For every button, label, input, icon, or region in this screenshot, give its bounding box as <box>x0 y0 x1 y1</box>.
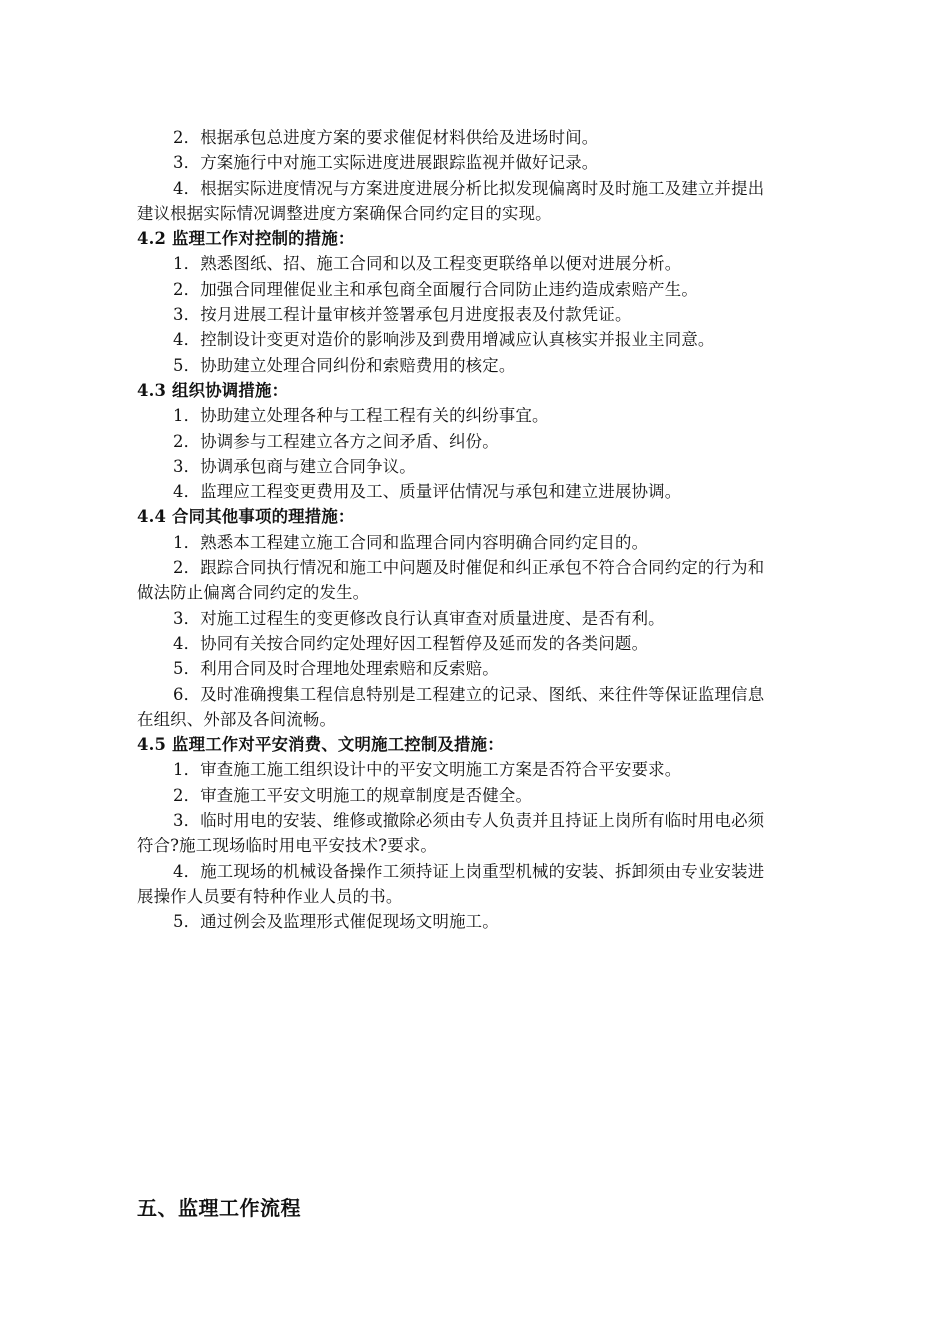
list-item: 2．根据承包总进度方案的要求催促材料供给及进场时间。 <box>173 128 599 147</box>
list-item: 3．按月进展工程计量审核并签署承包月进度报表及付款凭证。 <box>173 305 632 325</box>
list-item: 3．方案施行中对施工实际进度进展跟踪监视并做好记录。 <box>173 153 599 173</box>
list-item: 2．加强合同理催促业主和承包商全面履行合同防止违约造成索赔产生。 <box>173 279 698 299</box>
body-text <box>137 125 857 935</box>
list-item: 4．协同有关按合同约定处理好因工程暂停及延而发的各类问题。 <box>173 633 649 653</box>
list-item: 3．临时用电的安装、维修或撤除必须由专人负责并且持证上岗所有临时用电必须 <box>173 811 765 831</box>
list-item: 2．审查施工平安文明施工的规章制度是否健全。 <box>173 785 533 805</box>
list-item: 5．利用合同及时合理地处理索赔和反索赔。 <box>173 659 499 679</box>
list-item: 4．监理应工程变更费用及工、质量评估情况与承包和建立进展协调。 <box>173 482 682 502</box>
list-item-continuation: 做法防止偏离合同约定的发生。 <box>137 583 370 603</box>
list-item-continuation: 展操作人员要有特种作业人员的书。 <box>137 886 403 906</box>
list-item-continuation: 在组织、外部及各间流畅。 <box>137 709 337 729</box>
list-item-continuation: 符合?施工现场临时用电平安技术?要求。 <box>137 836 438 856</box>
section-title-5: 五、监理工作流程 <box>137 1196 301 1220</box>
list-item: 4．施工现场的机械设备操作工须持证上岗重型机械的安装、拆卸须由专业安装进 <box>173 861 765 881</box>
list-item: 2．跟踪合同执行情况和施工中问题及时催促和纠正承包不符合合同约定的行为和 <box>173 558 765 578</box>
list-item-continuation: 建议根据实际情况调整进度方案确保合同约定目的实现。 <box>137 203 552 223</box>
list-item: 6．及时准确搜集工程信息特别是工程建立的记录、图纸、来往件等保证监理信息 <box>173 684 765 704</box>
section-heading-4-2: 4.2 监理工作对控制的措施： <box>137 229 355 249</box>
list-item: 4．控制设计变更对造价的影响涉及到费用增减应认真核实并报业主同意。 <box>173 330 715 350</box>
list-item: 3．对施工过程生的变更修改良行认真审查对质量进度、是否有利。 <box>173 608 665 628</box>
list-item: 1．协助建立处理各种与工程工程有关的纠纷事宜。 <box>173 406 549 426</box>
list-item: 1．熟悉本工程建立施工合同和监理合同内容明确合同约定目的。 <box>173 532 649 552</box>
list-item: 2．协调参与工程建立各方之间矛盾、纠份。 <box>173 431 499 451</box>
section-heading-4-3: 4.3 组织协调措施： <box>137 380 289 400</box>
list-item: 3．协调承包商与建立合同争议。 <box>173 456 416 476</box>
list-item: 1．熟悉图纸、招、施工合同和以及工程变更联络单以便对进展分析。 <box>173 254 682 274</box>
section-heading-4-5: 4.5 监理工作对平安消费、文明施工控制及措施： <box>137 735 504 755</box>
list-item: 5．协助建立处理合同纠份和索赔费用的核定。 <box>173 355 516 375</box>
list-item: 1．审查施工施工组织设计中的平安文明施工方案是否符合平安要求。 <box>173 760 682 780</box>
section-heading-4-4: 4.4 合同其他事项的理措施： <box>137 507 355 527</box>
list-item: 4．根据实际进度情况与方案进度进展分析比拟发现偏离时及时施工及建立并提出 <box>173 178 765 198</box>
list-item: 5．通过例会及监理形式催促现场文明施工。 <box>173 912 499 932</box>
